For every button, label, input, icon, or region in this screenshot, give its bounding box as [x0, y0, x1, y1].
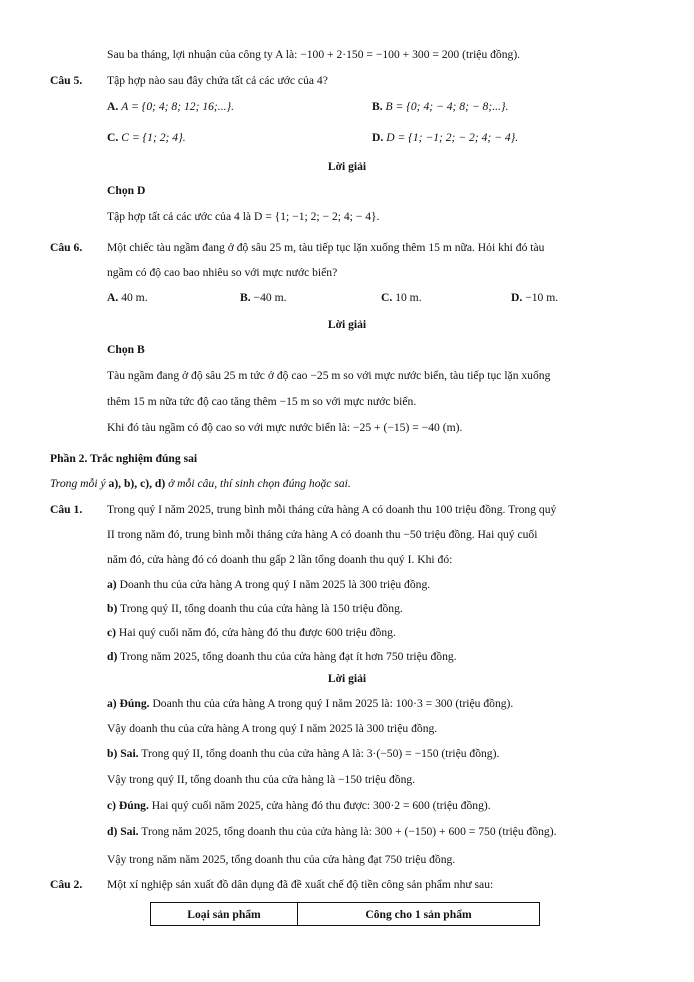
- instr-pre: Trong mỗi ý: [50, 477, 109, 490]
- option-text: 40 m.: [121, 291, 148, 304]
- q5-label: Câu 5.: [50, 74, 83, 87]
- p2q1-label: Câu 1.: [50, 503, 83, 516]
- option-text: A = {0; 4; 8; 12; 16;...}.: [121, 100, 235, 113]
- p2q1-stem-line3: năm đó, cửa hàng đó có doanh thu gấp 2 lần tổng doanh thu quý I. Khi đó:: [107, 553, 453, 566]
- p2q1-solution-a: [107, 697, 513, 711]
- verdict-text: Trong năm 2025, tổng doanh thu của cửa hàng là: 300 + (−150) + 600 = 750 (triệu đồng).: [141, 825, 557, 838]
- option-text: B = {0; 4; − 4; 8; − 8;...}.: [385, 100, 509, 113]
- p2q1-item-d: [107, 650, 457, 664]
- item-letter: c): [107, 626, 117, 639]
- q5-option-a: [107, 100, 234, 114]
- q6-explain-line1: Tàu ngầm đang ở độ sâu 25 m tức ở độ cao −25 m so với mực nước biển, tàu tiếp tục lặn xuống: [107, 369, 551, 382]
- q6-option-d: [511, 291, 558, 305]
- option-text: 10 m.: [395, 291, 422, 304]
- option-text: −10 m.: [525, 291, 559, 304]
- p2q1-solution-d-conclusion: Vậy trong năm năm 2025, tổng doanh thu của cửa hàng đạt 750 triệu đồng.: [107, 853, 456, 866]
- q6-explain-line3: Khi đó tàu ngầm có độ cao so với mực nước biển là: −25 + (−15) = −40 (m).: [107, 421, 463, 434]
- p2q1-item-a: [107, 578, 430, 592]
- verdict-tag: a) Đúng.: [107, 697, 150, 710]
- p2q1-item-c: [107, 626, 396, 640]
- q6-question-line1: Một chiếc tàu ngầm đang ở độ sâu 25 m, tàu tiếp tục lặn xuống thêm 15 m nữa. Hỏi khi đó tàu: [107, 241, 545, 254]
- q6-question-line2: ngầm có độ cao bao nhiêu so với mực nước biển?: [107, 266, 338, 279]
- option-letter: A.: [107, 291, 119, 304]
- p2q1-item-b: [107, 602, 403, 616]
- verdict-tag: b) Sai.: [107, 747, 139, 760]
- option-letter: C.: [107, 131, 119, 144]
- p2q2-stem: Một xí nghiệp sản xuất đồ dân dụng đã đề xuất chế độ tiền công sản phẩm như sau:: [107, 878, 494, 891]
- verdict-text: Doanh thu của cửa hàng A trong quý I năm 2025 là: 100·3 = 300 (triệu đồng).: [152, 697, 514, 710]
- item-text: Trong quý II, tổng doanh thu của cửa hàng là 150 triệu đồng.: [120, 602, 403, 615]
- q4-result-line: Sau ba tháng, lợi nhuận của công ty A là: −100 + 2·150 = −100 + 300 = 200 (triệu đồng).: [107, 48, 521, 61]
- option-letter: D.: [372, 131, 384, 144]
- instr-items: a), b), c), d): [108, 477, 166, 490]
- p2q1-stem-line2: II trong năm đó, trung bình mỗi tháng cửa hàng A có doanh thu −50 triệu đồng. Hai quý cuối: [107, 528, 538, 541]
- verdict-tag: c) Đúng.: [107, 799, 149, 812]
- q5-explain: Tập hợp tất cả các ước của 4 là D = {1; −1; 2; − 2; 4; − 4}.: [107, 210, 380, 223]
- item-text: Hai quý cuối năm đó, cửa hàng đó thu được 600 triệu đồng.: [118, 626, 396, 639]
- item-text: Trong năm 2025, tổng doanh thu của cửa hàng đạt ít hơn 750 triệu đồng.: [120, 650, 457, 663]
- p2q1-solution-b: [107, 747, 499, 761]
- part2-instructions: [50, 477, 351, 491]
- q6-option-b: [240, 291, 287, 305]
- verdict-text: Trong quý II, tổng doanh thu của cửa hàng A là: 3·(−50) = −150 (triệu đồng).: [141, 747, 500, 760]
- item-letter: b): [107, 602, 118, 615]
- item-letter: a): [107, 578, 117, 591]
- verdict-tag: d) Sai.: [107, 825, 139, 838]
- p2q1-solution-a-conclusion: Vậy doanh thu của cửa hàng A trong quý I năm 2025 là 300 triệu đồng.: [107, 722, 438, 735]
- option-letter: A.: [107, 100, 119, 113]
- p2q1-stem-line1: Trong quý I năm 2025, trung bình mỗi tháng cửa hàng A có doanh thu 100 triệu đồng. Trong quý: [107, 503, 557, 516]
- option-text: D = {1; −1; 2; − 2; 4; − 4}.: [386, 131, 519, 144]
- option-letter: B.: [240, 291, 251, 304]
- item-text: Doanh thu của cửa hàng A trong quý I năm 2025 là 300 triệu đồng.: [119, 578, 431, 591]
- q6-label: Câu 6.: [50, 241, 83, 254]
- option-letter: B.: [372, 100, 383, 113]
- option-text: −40 m.: [253, 291, 287, 304]
- table-header-product-type: Loại sản phẩm: [151, 903, 298, 926]
- q5-solution-title: Lời giải: [327, 160, 367, 173]
- option-text: C = {1; 2; 4}.: [121, 131, 186, 144]
- q6-choice: Chọn B: [107, 343, 145, 356]
- part2-title: Phần 2. Trắc nghiệm đúng sai: [50, 452, 198, 465]
- p2q1-solution-d: [107, 825, 556, 839]
- q6-solution-title: Lời giải: [327, 318, 367, 331]
- p2q2-label: Câu 2.: [50, 878, 83, 891]
- q5-question: Tập hợp nào sau đây chứa tất cả các ước của 4?: [107, 74, 328, 87]
- verdict-text: Hai quý cuối năm 2025, cửa hàng đó thu được: 300·2 = 600 (triệu đồng).: [151, 799, 491, 812]
- q6-option-c: [381, 291, 422, 305]
- p2q1-solution-c: [107, 799, 491, 813]
- p2q1-solution-title: Lời giải: [327, 672, 367, 685]
- q5-choice: Chọn D: [107, 184, 146, 197]
- q5-option-b: [372, 100, 508, 114]
- table-header-row: [151, 903, 540, 926]
- q6-option-a: [107, 291, 148, 305]
- option-letter: D.: [511, 291, 523, 304]
- table-header-wage-per-product: Công cho 1 sản phẩm: [298, 903, 540, 926]
- item-letter: d): [107, 650, 118, 663]
- wage-table: [150, 902, 540, 926]
- option-letter: C.: [381, 291, 393, 304]
- q5-option-d: [372, 131, 518, 145]
- p2q1-solution-b-conclusion: Vậy trong quý II, tổng doanh thu của cửa hàng là −150 triệu đồng.: [107, 773, 416, 786]
- instr-post: ở mỗi câu, thí sinh chọn đúng hoặc sai.: [165, 477, 351, 490]
- q5-option-c: [107, 131, 186, 145]
- q6-explain-line2: thêm 15 m nữa tức độ cao tăng thêm −15 m so với mực nước biển.: [107, 395, 417, 408]
